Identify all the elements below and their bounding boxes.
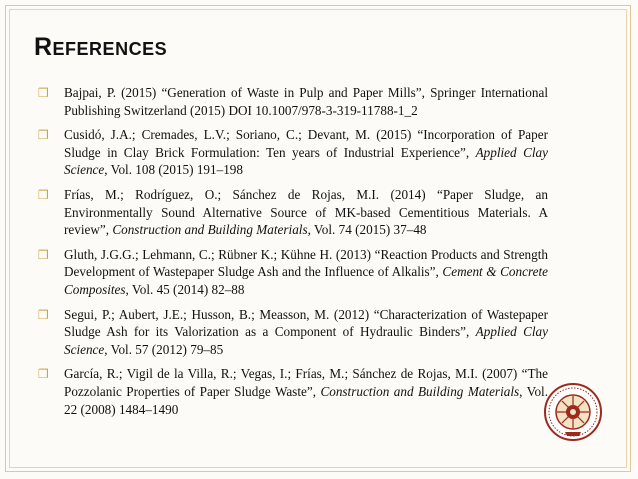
reference-volume: , Vol. 45 (2014) 82–88 [125,281,245,297]
reference-journal: Construction and Building Materials [112,222,308,238]
reference-volume: , Vol. 22 (2008) 1484–1490 [64,383,549,417]
reference-volume: , Vol. 74 (2015) 37–48 [307,222,427,238]
reference-item [38,186,548,239]
reference-text: García, R.; Vigil de la Villa, R.; Vegas, I.; Frías, M.; Sánchez de Rojas, M.I. (2007) “The Pozzolanic Properties of Paper Sludge Waste”, [64,366,548,399]
reference-item [38,126,548,179]
bullet-icon: ❒ [38,307,49,322]
reference-text: Cusidó, J.A.; Cremades, L.V.; Soriano, C.; Devant, M. (2015) “Incorporation of Paper Sludge in Clay Brick Formulation: Ten years of Industrial Experience”, [64,127,548,160]
bullet-icon: ❒ [38,128,49,143]
reference-text: Frías, M.; Rodríguez, O.; Sánchez de Rojas, M.I. (2014) “Paper Sludge, an Environmentally Sound Alternative Source of MK-based Cementitious Materials. A review”, [64,186,548,238]
reference-journal: Applied Clay Science [64,144,548,178]
reference-item [38,306,548,359]
reference-text: Bajpai, P. (2015) “Generation of Waste in Pulp and Paper Mills”, Springer International Publishing Switzerland (2015) DOI 10.1007/978-3-319-11788-1_2 [64,85,548,118]
reference-volume: , Vol. 108 (2015) 191–198 [104,162,243,178]
reference-item [38,84,548,119]
university-seal-logo-icon [543,382,603,442]
page-title: References [34,33,168,61]
reference-journal: Cement & Concrete Composites [64,264,548,297]
references-list [38,84,548,425]
reference-item [38,246,548,299]
bullet-icon: ❒ [38,367,49,382]
bullet-icon: ❒ [38,86,49,100]
bullet-icon: ❒ [38,247,49,262]
reference-item [38,365,548,418]
reference-journal: Applied Clay Science [64,324,548,357]
reference-volume: , Vol. 57 (2012) 79–85 [104,341,224,357]
reference-text: Gluth, J.G.G.; Lehmann, C.; Rübner K.; Kühne H. (2013) “Reaction Products and Strength Development of Wastepaper Sludge Ash and the Influence of Alkalis”, [64,246,548,280]
reference-journal: Construction and Building Materials [320,383,520,399]
bullet-icon: ❒ [38,187,49,202]
reference-text: Segui, P.; Aubert, J.E.; Husson, B.; Measson, M. (2012) “Characterization of Wastepaper Sludge Ash for its Valorization as a Component of Hydraulic Binders”, [64,306,548,340]
